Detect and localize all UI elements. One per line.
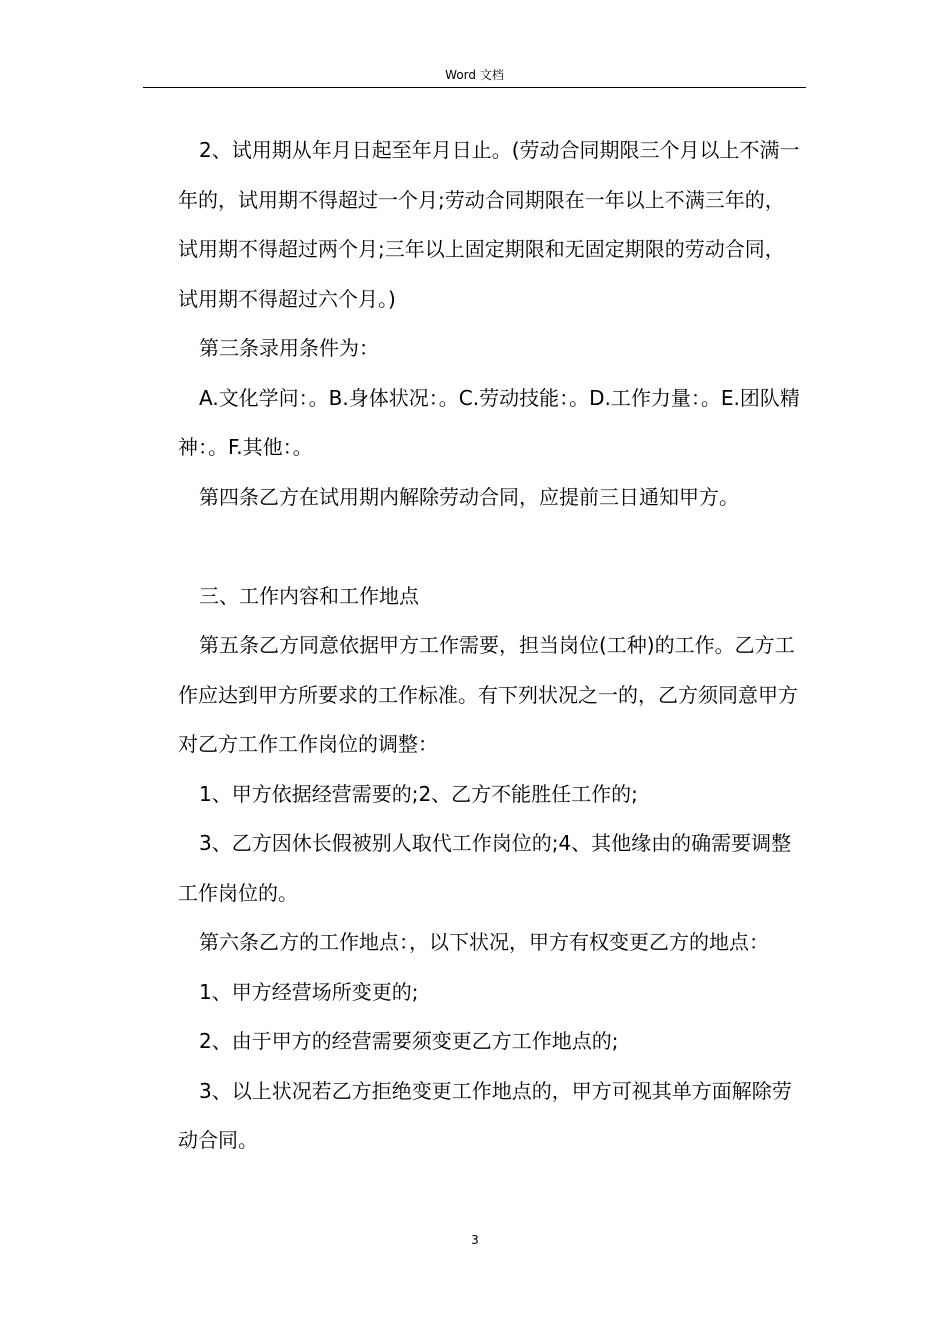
paragraph-hiring-conditions: A.文化学问：。B.身体状况：。C.劳动技能：。D.工作力量：。E.团队精神：。F.其他：。 xyxy=(178,385,800,459)
paragraph-adjust-item-1-2: 1、甲方依据经营需要的;2、乙方不能胜任工作的; xyxy=(199,781,638,806)
header-divider xyxy=(143,87,806,88)
paragraph-article-6: 第六条乙方的工作地点：，以下状况，甲方有权变更乙方的地点： xyxy=(199,930,769,954)
section-heading-work-content: 三、工作内容和工作地点 xyxy=(199,583,419,608)
paragraph-article-4: 第四条乙方在试用期内解除劳动合同，应提前三日通知甲方。 xyxy=(199,484,739,509)
paragraph-probation-period: 2、试用期从年月日起至年月日止。(劳动合同期限三个月以上不满一年的，试用期不得超过一个月;劳动合同期限在一年以上不满三年的，试用期不得超过两个月;三年以上固定期限和无固定期限的劳动合同，试用期不得超过六个月。) xyxy=(178,138,800,311)
blank-line xyxy=(178,522,800,572)
paragraph-location-item-1: 1、甲方经营场所变更的; xyxy=(199,979,419,1004)
paragraph-article-5: 第五条乙方同意依据甲方工作需要，担当岗位(工种)的工作。乙方工作应达到甲方所要求的工作标准。有下列状况之一的，乙方须同意甲方对乙方工作工作岗位的调整： xyxy=(178,633,798,756)
paragraph-adjust-item-3-4: 3、乙方因休长假被别人取代工作岗位的;4、其他缘由的确需要调整工作岗位的。 xyxy=(178,831,792,905)
page-number: 3 xyxy=(471,1233,479,1247)
paragraph-location-item-2: 2、由于甲方的经营需要须变更乙方工作地点的; xyxy=(199,1029,619,1053)
paragraph-location-item-3: 3、以上状况若乙方拒绝变更工作地点的，甲方可视其单方面解除劳动合同。 xyxy=(178,1078,792,1152)
paragraph-article-3: 第三条录用条件为： xyxy=(199,336,379,360)
document-body xyxy=(178,126,800,1166)
page-header: Word 文档 xyxy=(445,68,504,82)
